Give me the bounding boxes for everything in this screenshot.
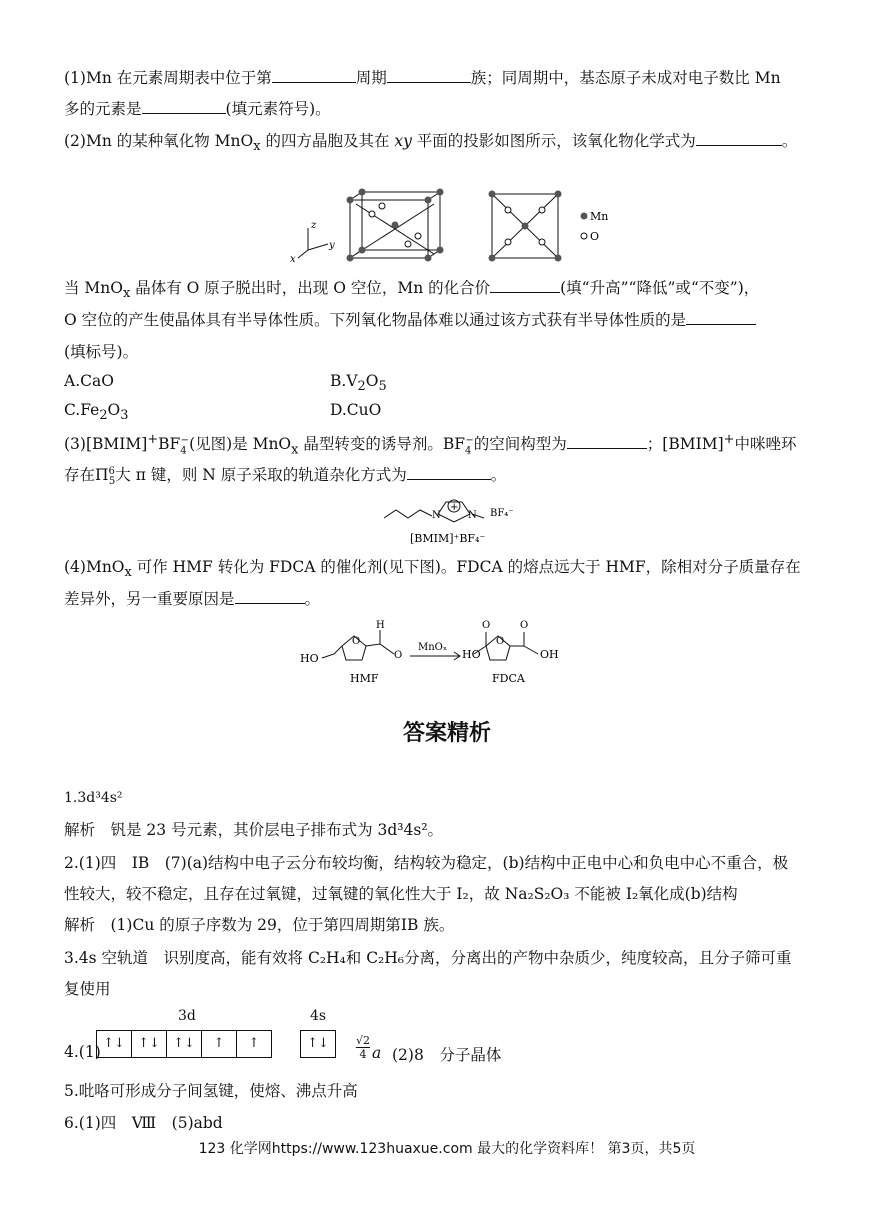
answer-4-rest: (2)8 分子晶体	[392, 1046, 502, 1064]
answer-1-explanation: 解析 钒是 23 号元素，其价层电子排布式为 3d³4s²。	[64, 821, 444, 839]
answer-blank[interactable]	[490, 278, 560, 293]
orbital-box: ↑↓	[167, 1031, 202, 1057]
option-d: D.CuO	[330, 401, 382, 419]
svg-text:HO: HO	[300, 652, 319, 665]
option-b: $B.V_2O_5$	[330, 372, 387, 395]
q3-line1: $(3)[BMIM]^+BF_4^-$(见图)是 MnO$_x$ 晶型转变的诱导剂。$BF_4^-$的空间构型为 ；[BMIM]+中咪唑环	[64, 432, 797, 458]
q2-para1: 当 MnO$_x$ 晶体有 O 原子脱出时，出现 O 空位，Mn 的化合价 (填“升高”“降低”或“不变”)，	[64, 279, 760, 302]
answer-blank[interactable]	[387, 68, 471, 83]
svg-text:O: O	[496, 636, 505, 647]
svg-text:O: O	[590, 230, 600, 243]
orbital-3d-label: 3d	[178, 1008, 196, 1024]
option-a: A.CaO	[64, 372, 114, 390]
answer-blank[interactable]	[696, 131, 782, 146]
hmf-fdca-reaction	[298, 614, 608, 688]
answers-title: 答案精析	[402, 721, 491, 746]
crystal-figure	[286, 186, 626, 266]
answer-3-line2: 复使用	[64, 980, 111, 998]
answer-blank[interactable]	[407, 465, 491, 480]
svg-text:Mn: Mn	[590, 210, 609, 223]
q2-line1: (2)Mn 的某种氧化物 MnO$_x$ 的四方晶胞及其在 xy 平面的投影如图所示，该氧化物化学式为 。	[64, 132, 798, 155]
svg-text:N: N	[432, 510, 441, 521]
q1-line2: 多的元素是 (填元素符号)。	[64, 100, 331, 118]
page-footer: 123 化学网https://www.123huaxue.com 最大的化学资料库！ 第3页，共5页	[198, 1141, 696, 1157]
q4-line1: (4)MnO$_x$ 可作 HMF 转化为 FDCA 的催化剂(见下图)。FDCA 的熔点远大于 HMF，除相对分子质量存在	[64, 558, 801, 581]
svg-text:[BMIM]⁺BF₄⁻: [BMIM]⁺BF₄⁻	[410, 532, 486, 545]
answer-5: 5.吡咯可形成分子间氢键，使熔、沸点升高	[64, 1082, 358, 1100]
fraction-variable: a	[372, 1044, 382, 1062]
answer-blank[interactable]	[272, 68, 356, 83]
svg-text:OH: OH	[540, 648, 559, 661]
svg-text:HO: HO	[462, 648, 481, 661]
svg-text:O: O	[352, 636, 361, 647]
answer-1: 1.3d³4s²	[64, 790, 123, 806]
svg-text:H: H	[376, 620, 385, 631]
q2-para2: O 空位的产生使晶体具有半导体性质。下列氧化物晶体难以通过该方式获有半导体性质的是	[64, 308, 756, 330]
svg-text:HMF: HMF	[350, 672, 379, 685]
svg-text:y: y	[329, 240, 335, 251]
bmim-structure	[380, 490, 530, 548]
answer-blank[interactable]	[567, 434, 647, 449]
q1-line1: (1)Mn 在元素周期表中位于第 周期 族；同周期中，基态原子未成对电子数比 Mn	[64, 69, 781, 87]
orbital-box: ↑	[248, 1036, 260, 1051]
orbital-box: ↑↓	[307, 1036, 329, 1051]
answer-6: 6.(1)四 Ⅷ (5)abd	[64, 1114, 223, 1132]
svg-text:O: O	[394, 650, 403, 661]
answer-blank[interactable]	[686, 310, 756, 325]
fraction: √2 4	[356, 1034, 371, 1061]
answer-blank[interactable]	[142, 99, 226, 114]
orbital-box: ↑↓	[97, 1031, 132, 1057]
answer-2-line1: 2.(1)四 ⅠB (7)(a)结构中电子云分布较均衡，结构较为稳定，(b)结构中正电中心和负电中心不重合，极	[64, 854, 789, 872]
svg-text:z: z	[311, 220, 317, 231]
orbital-4s-label: 4s	[310, 1008, 327, 1024]
svg-text:MnOₓ: MnOₓ	[418, 642, 448, 653]
answer-4-prefix: 4.(1)	[64, 1043, 101, 1061]
orbital-box: ↑	[202, 1031, 237, 1057]
svg-text:FDCA: FDCA	[492, 672, 525, 685]
option-c: $C.Fe_2O_3$	[64, 401, 129, 424]
svg-text:O: O	[520, 620, 529, 631]
orbital-3d-boxes	[96, 1030, 272, 1058]
answer-3-line1: 3.4s 空轨道 识别度高，能有效将 C₂H₄和 C₂H₆分离，分离出的产物中杂质少，纯度较高，且分子筛可重	[64, 949, 792, 967]
q3-line2: 存在$\Pi^6_5$大 π 键，则 N 原子采取的轨道杂化方式为 。	[64, 465, 507, 488]
svg-text:O: O	[482, 620, 491, 631]
svg-text:N: N	[468, 510, 477, 521]
svg-text:x: x	[290, 254, 296, 265]
svg-text:+: +	[450, 502, 459, 513]
q4-line2: 差异外，另一重要原因是 。	[64, 590, 321, 608]
orbital-4s-boxes	[300, 1030, 336, 1058]
q2-para3: (填标号)。	[64, 343, 139, 361]
answer-2-explanation: 解析 (1)Cu 的原子序数为 29，位于第四周期第ⅠB 族。	[64, 916, 455, 934]
answer-2-line2: 性较大，较不稳定，且存在过氧键，过氧键的氧化性大于 I₂，故 Na₂S₂O₃ 不能被 I₂氧化成(b)结构	[64, 885, 738, 903]
svg-text:BF₄⁻: BF₄⁻	[490, 508, 514, 519]
answer-blank[interactable]	[235, 589, 305, 604]
orbital-box: ↑↓	[132, 1031, 167, 1057]
